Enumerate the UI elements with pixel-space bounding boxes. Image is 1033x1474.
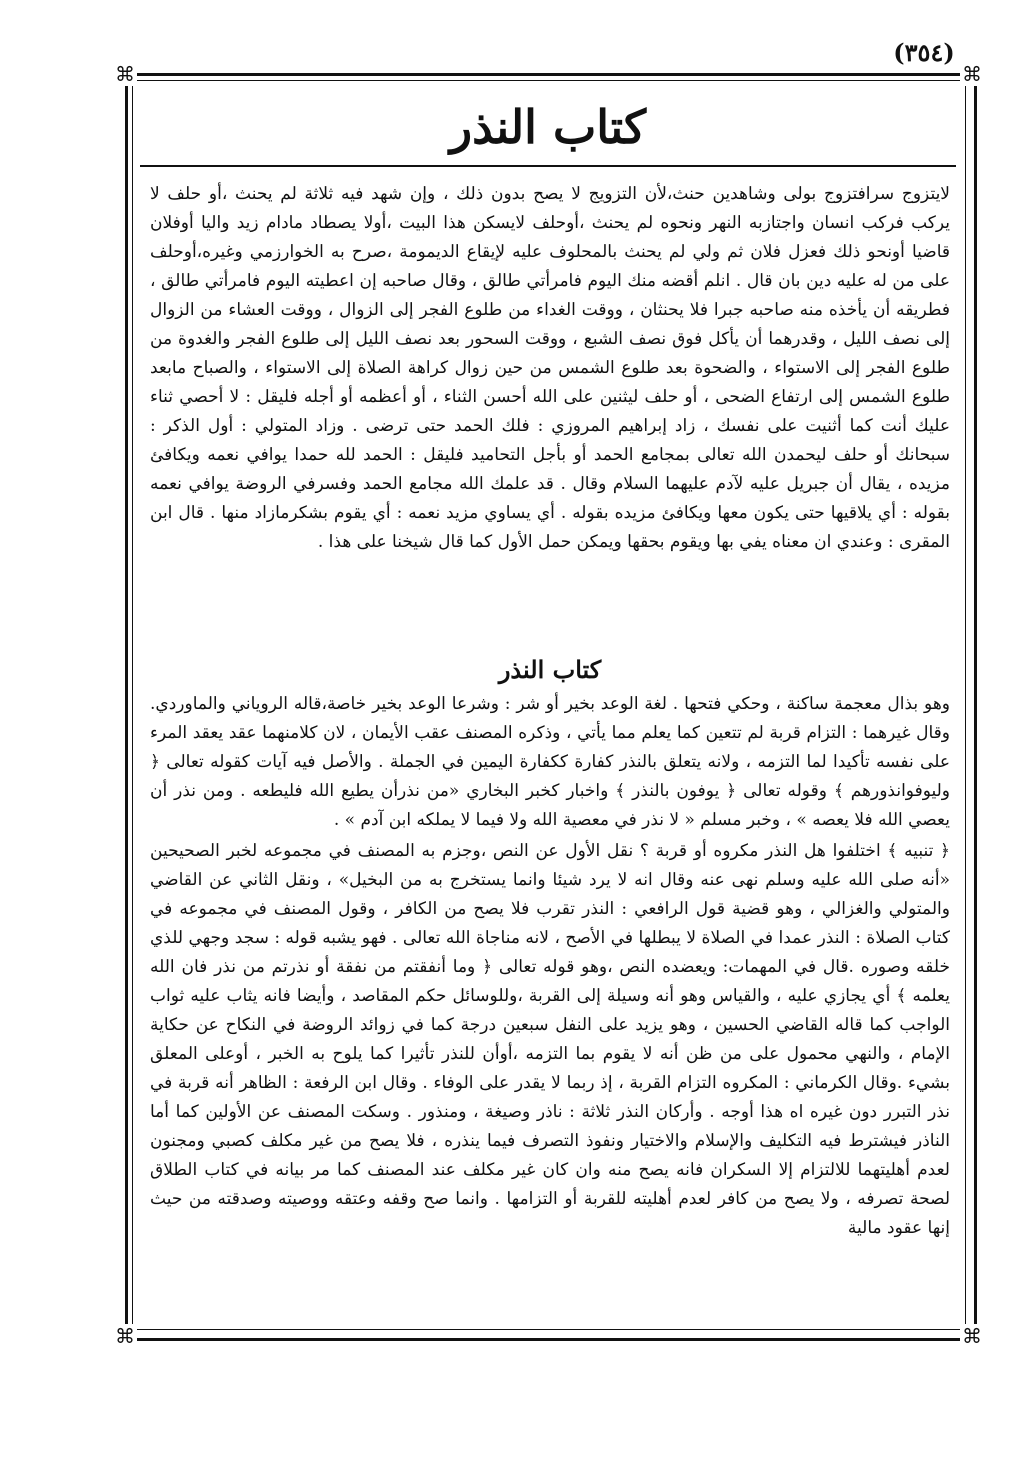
ornament-corner-icon: ⌘ <box>115 1324 135 1348</box>
page-number: (٣٥٤) <box>893 38 955 67</box>
ornament-corner-icon: ⌘ <box>962 1324 982 1348</box>
title-rule <box>140 165 956 167</box>
text-block-bottom <box>150 690 950 1243</box>
ornament-corner-icon: ⌘ <box>962 62 982 86</box>
book-title: كتاب النذر <box>449 100 647 154</box>
ornament-corner-icon: ⌘ <box>115 62 135 86</box>
section-heading: كتاب النذر <box>498 655 602 684</box>
paragraph: لايتزوج سرافتزوج بولى وشاهدين حنث،لأن التزويج لا يصح بدون ذلك ، وإن شهد فيه ثلاثة لم يحنث ،أو حلف لا يركب فركب انسان واجتازبه النهر ونحوه لم يحنث ،أوحلف لايسكن هذا البيت ،أولا يصطاد مادام زيد واليا أوفلان قاضيا أونحو ذلك فعزل فلان ثم ولي لم يحنث بالمحلوف عليه لإيقاع الديمومة ،صرح به الخوارزمي وغيره،أوحلف على من له عليه دين بان قال . انلم أقضه منك اليوم فامرأتي طالق ، وقال صاحبه إن اعطيته اليوم فامرأتي طالق ، فطريقه أن يأخذه منه صاحبه جبرا فلا يحنثان ، ووقت الغداء من طلوع الفجر إلى الزوال ، ووقت العشاء من الزوال إلى نصف الليل ، وقدرهما أن يأكل فوق نصف الشبع ، ووقت السحور بعد نصف الليل إلى طلوع الفجر والغدوة من طلوع الفجر إلى الاستواء ، والضحوة بعد طلوع الشمس من حين زوال كراهة الصلاة إلى الاستواء ، والصباح مابعد طلوع الشمس إلى ارتفاع الضحى ، أو حلف ليثنين على الله أحسن الثناء ، أو أعظمه أو أجله فليقل : لا أحصي ثناء عليك أنت كما أثنيت على نفسك ، زاد إبراهيم المروزي : فلك الحمد حتى ترضى . وزاد المتولي : أول الذكر : سبحانك أو حلف ليحمدن الله تعالى بمجامع الحمد أو بأجل التحاميد فليقل : الحمد لله حمدا يوافي نعمه ويكافئ مزيده ، يقال أن جبريل عليه لآدم عليهما السلام وقال . قد علمك الله مجامع الحمد وفسرفي الروضة يوافي نعمه بقوله : أي يلاقيها حتى يكون معها ويكافئ مزيده بقوله . أي يساوي مزيد نعمه : أي يقوم بشكرمازاد منها . قال ابن المقرى : وعندي ان معناه يفي بها ويقوم بحقها ويمكن حمل الأول كما قال شيخنا على هذا . <box>150 184 951 552</box>
paragraph: وهو بذال معجمة ساكنة ، وحكي فتحها . لغة الوعد بخير أو شر : وشرعا الوعد بخير خاصة،قاله الروياني والماوردي. وقال غيرهما : التزام قربة لم تتعين كما يعلم مما يأتي ، وذكره المصنف عقب الأيمان ، لان كلامنهما عقد يعقد المرء على نفسه تأكيدا لما التزمه ، ولانه يتعلق بالنذر كفارة ككفارة اليمين في الجملة . والأصل فيه آيات كقوله تعالى ﴿ وليوفوانذورهم ﴾ وقوله تعالى ﴿ يوفون بالنذر ﴾ واخبار كخبر البخاري «من نذرأن يطيع الله فليطعه . ومن نذر أن يعصي الله فلا يعصه » ، وخبر مسلم « لا نذر في معصية الله ولا فيما لا يملكه ابن آدم » . <box>150 694 951 830</box>
title-band <box>140 92 956 162</box>
text-block-top <box>150 180 950 557</box>
paragraph: ﴿ تنبيه ﴾ اختلفوا هل النذر مكروه أو قربة ؟ نقل الأول عن النص ،وجزم به المصنف في مجموعه لخبر الصحيحين «أنه صلى الله عليه وسلم نهى عنه وقال انه لا يرد شيئا وانما يستخرج به من البخيل» ، ونقل الثاني عن القاضي والمتولي والغزالي ، وهو قضية قول الرافعي : النذر تقرب فلا يصح من الكافر ، وقول المصنف في مجموعه في كتاب الصلاة : النذر عمدا في الصلاة لا يبطلها في الأصح ، لانه مناجاة الله تعالى . فهو يشبه قوله : سجد وجهي للذي خلقه وصوره .قال في المهمات: ويعضده النص ،وهو قوله تعالى ﴿ وما أنفقتم من نفقة أو نذرتم من نذر فان الله يعلمه ﴾ أي يجازي عليه ، والقياس وهو أنه وسيلة إلى القربة ،وللوسائل حكم المقاصد ، وأيضا فانه يثاب عليه ثواب الواجب كما قاله القاضي الحسين ، وهو يزيد على النفل سبعين درجة كما في زوائد الروضة في النكاح عن حكاية الإمام ، والنهي محمول على من ظن أنه لا يقوم بما التزمه ،أوأن للنذر تأثيرا كما يلوح به الخبر ، أوعلى المعلق بشيء .وقال الكرماني : المكروه التزام القربة ، إذ ربما لا يقدر على الوفاء . وقال ابن الرفعة : الظاهر أنه قربة في نذر التبرر دون غيره اه هذا أوجه . وأركان النذر ثلاثة : ناذر وصيغة ، ومنذور . وسكت المصنف عن الأولين كما أما الناذر فيشترط فيه التكليف والإسلام والاختيار ونفوذ التصرف فيما ينذره ، فلا يصح من غير مكلف كصبي ومجنون لعدم أهليتهما للالتزام إلا السكران فانه يصح منه وان كان غير مكلف عند المصنف كما مر بيانه في كتاب الطلاق لصحة تصرفه ، ولا يصح من كافر لعدم أهليته للقربة أو التزامها . وانما صح وقفه وعتقه ووصيته وصدقته من حيث إنها عقود مالية <box>150 841 950 1238</box>
